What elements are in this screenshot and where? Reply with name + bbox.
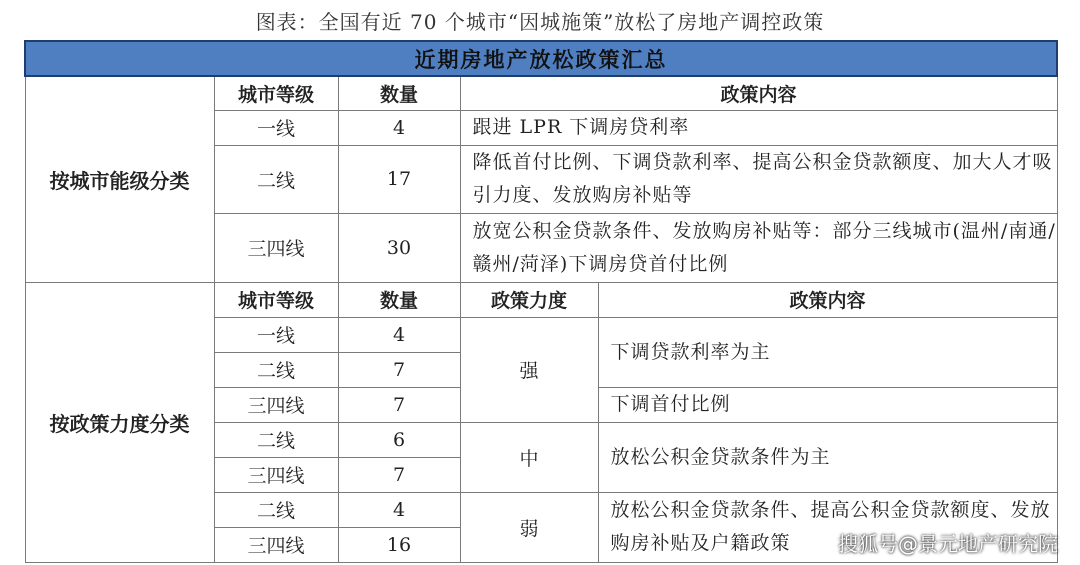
table-cell-count: 7 <box>338 457 460 492</box>
table-cell-count: 16 <box>338 527 460 562</box>
table-cell-tier: 三四线 <box>214 457 338 492</box>
table-cell-content: 跟进 LPR 下调房贷利率 <box>460 110 1057 145</box>
table-cell-strength: 弱 <box>460 492 598 562</box>
table-cell-tier: 一线 <box>214 317 338 352</box>
table-cell-count: 30 <box>338 213 460 282</box>
category-label-city-tier: 按城市能级分类 <box>25 76 214 282</box>
table-cell-content: 放松公积金贷款条件、提高公积金贷款额度、发放购房补贴及户籍政策 <box>598 492 1057 562</box>
policy-summary-table <box>24 40 1058 563</box>
table-cell-count: 6 <box>338 422 460 457</box>
column-header: 数量 <box>338 282 460 317</box>
table-cell-strength: 强 <box>460 317 598 422</box>
table-cell-content: 放松公积金贷款条件为主 <box>598 422 1057 492</box>
column-header: 政策力度 <box>460 282 598 317</box>
table-row <box>25 76 1057 110</box>
column-header: 数量 <box>338 76 460 110</box>
table-cell-strength: 中 <box>460 422 598 492</box>
table-cell-count: 4 <box>338 492 460 527</box>
table-cell-content: 下调首付比例 <box>598 387 1057 422</box>
source-watermark: 搜狐号@景元地产研究院 <box>838 532 1058 556</box>
table-cell-content: 下调贷款利率为主 <box>598 317 1057 387</box>
category-label-policy-strength: 按政策力度分类 <box>25 282 214 562</box>
column-header: 城市等级 <box>214 76 338 110</box>
table-cell-tier: 二线 <box>214 145 338 213</box>
table-cell-count: 7 <box>338 387 460 422</box>
table-cell-count: 17 <box>338 145 460 213</box>
table-cell-tier: 一线 <box>214 110 338 145</box>
table-cell-content: 放宽公积金贷款条件、发放购房补贴等：部分三线城市(温州/南通/赣州/菏泽)下调房贷首付比例 <box>460 213 1057 282</box>
column-header: 政策内容 <box>598 282 1057 317</box>
figure-caption: 图表：全国有近 70 个城市“因城施策”放松了房地产调控政策 <box>255 10 825 34</box>
table-cell-tier: 二线 <box>214 422 338 457</box>
table-cell-tier: 三四线 <box>214 387 338 422</box>
column-header: 城市等级 <box>214 282 338 317</box>
table-banner: 近期房地产放松政策汇总 <box>25 41 1057 76</box>
table-cell-tier: 三四线 <box>214 213 338 282</box>
table-cell-count: 4 <box>338 110 460 145</box>
table-cell-count: 7 <box>338 352 460 387</box>
table-cell-tier: 三四线 <box>214 527 338 562</box>
table-row <box>25 282 1057 317</box>
table-cell-tier: 二线 <box>214 492 338 527</box>
table-cell-count: 4 <box>338 317 460 352</box>
table-cell-tier: 二线 <box>214 352 338 387</box>
column-header: 政策内容 <box>460 76 1057 110</box>
table-cell-content: 降低首付比例、下调贷款利率、提高公积金贷款额度、加大人才吸引力度、发放购房补贴等 <box>460 145 1057 213</box>
